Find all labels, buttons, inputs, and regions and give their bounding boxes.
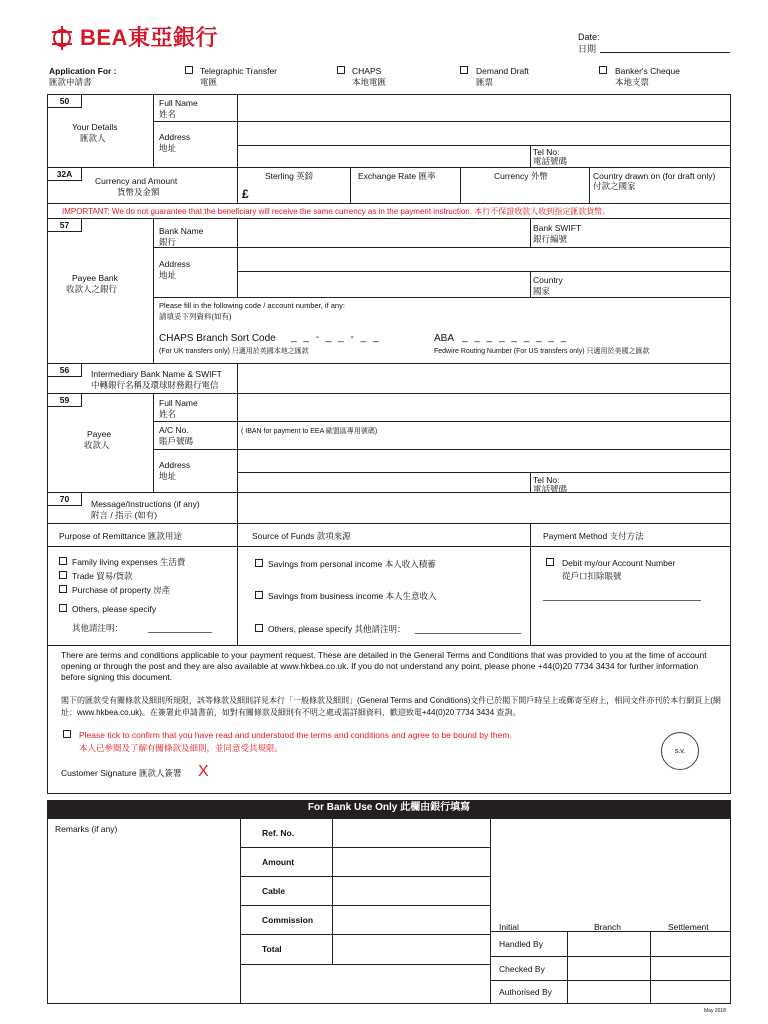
input-sterling[interactable] <box>252 184 348 202</box>
iban-note: ( IBAN for payment to EEA 歐盟區專用號碼) <box>241 428 378 435</box>
source-personal: Savings from personal income 本人收入積蓄 <box>268 559 436 569</box>
label-bank-address: Address <box>159 259 191 269</box>
checkbox-demand-draft[interactable] <box>460 66 468 74</box>
purpose-family: Family living expenses 生活費 <box>72 557 186 567</box>
input-bank-address[interactable] <box>238 248 730 271</box>
grid-row-handled: Handled By <box>499 939 543 949</box>
label-currency: Currency 外幣 <box>494 171 548 181</box>
remarks-label: Remarks (if any) <box>55 824 118 834</box>
label-payee-tel-zh: 電話號碼 <box>533 484 568 494</box>
label-address-zh: 地址 <box>159 143 177 153</box>
intermediary-zh: 中轉銀行名稱及環球財務銀行電信 <box>91 380 219 390</box>
source-others: Others, please specify 其他請注明： <box>268 624 406 634</box>
label-payee-address: Address <box>159 460 191 470</box>
label-bank-name-zh: 銀行 <box>159 237 177 247</box>
section-32a-num: 32A <box>56 169 73 179</box>
checkbox-source-others[interactable] <box>255 624 263 632</box>
label-aba: ABA <box>434 333 455 344</box>
label-fullname: Full Name <box>159 98 198 108</box>
input-exchange[interactable] <box>351 184 459 202</box>
application-label-zh: 匯款申請書 <box>49 77 92 87</box>
sv-label: s.v. <box>674 748 686 755</box>
fill-code-zh: 請填妥下列資料(如有) <box>159 312 232 321</box>
checkbox-trade[interactable] <box>59 571 67 579</box>
label-bank-swift-zh: 銀行編號 <box>533 234 568 244</box>
field-cable: Cable <box>262 886 286 896</box>
option-telegraphic-en: Telegraphic Transfer <box>200 66 278 76</box>
date-label-zh: 日期 <box>578 44 597 54</box>
input-source-other[interactable] <box>415 633 521 634</box>
option-chaps-en: CHAPS <box>352 66 382 76</box>
input-purpose-other[interactable] <box>148 632 212 633</box>
label-payee-name: Full Name <box>159 398 198 408</box>
label-bank-country-zh: 國家 <box>533 286 551 296</box>
input-remitter-name[interactable] <box>238 95 730 120</box>
input-payee-account[interactable] <box>238 422 730 448</box>
bea-logo-icon <box>49 24 75 52</box>
grid-col-initial: Initial <box>499 922 519 932</box>
option-draft-en: Demand Draft <box>476 66 529 76</box>
section-59-num: 59 <box>59 395 70 405</box>
label-tel: Tel No: <box>533 147 560 157</box>
your-details-zh: 匯款人 <box>80 133 106 143</box>
label-payee-tel: Tel No: <box>533 475 560 485</box>
currency-amount-zh: 貨幣及金額 <box>117 187 160 197</box>
terms-en: There are terms and conditions applicable to your payment request. These are detailed in the General Terms and Conditions that was provided to you at the time of account opening or through the post and they are also available at www.hkbea.co.uk. If you do not understand any point, please phone +44(0)20 7734 3434 for further information before signing this document. <box>61 650 707 682</box>
date-label-en: Date: <box>578 32 600 42</box>
label-fullname-zh: 姓名 <box>159 109 177 119</box>
grid-col-settlement: Settlement <box>668 922 709 932</box>
intermediary-en: Intermediary Bank Name & SWIFT <box>91 369 222 379</box>
payee-bank-en: Payee Bank <box>72 273 118 283</box>
label-payee-address-zh: 地址 <box>159 471 177 481</box>
checkbox-chaps[interactable] <box>337 66 345 74</box>
terms-zh: 閣下的匯款受有關條款及細則所規限，該等條款及細則詳見本行「一般條款及細則」(General Terms and Conditions)文件已於閣下開戶時呈上或郵寄至府上，相同文件亦刊於本行網頁上(網址：www.hkbea.co.uk)。在簽署此申請書前，如對有關條款及細則有不明之處或需詳細資料，歡迎致電+44(0)20 7734 3434 查詢。 <box>61 696 721 717</box>
signature-label: Customer Signature 匯款人簽署 <box>61 768 182 778</box>
input-payee-name[interactable] <box>238 394 730 420</box>
payment-method-header: Payment Method 支付方法 <box>543 531 644 541</box>
signature-x[interactable]: X <box>198 763 209 780</box>
input-cable[interactable] <box>333 877 489 905</box>
purpose-others: Others, please specify <box>72 604 157 614</box>
checkbox-confirm-terms[interactable] <box>63 730 71 738</box>
checkbox-purpose-others[interactable] <box>59 604 67 612</box>
input-debit-account[interactable] <box>543 600 701 601</box>
option-cheque-zh: 本地支票 <box>615 77 650 87</box>
input-chaps-sort[interactable]: _ _ - _ _ - _ _ <box>291 332 381 343</box>
message-en: Message/Instructions (if any) <box>91 499 200 509</box>
option-telegraphic-zh: 電匯 <box>200 77 218 87</box>
payee-zh: 收款人 <box>84 440 110 450</box>
input-amount[interactable] <box>333 848 489 876</box>
debit-account-en: Debit my/our Account Number <box>562 558 676 568</box>
input-ref-no[interactable] <box>333 819 489 847</box>
footer-date: May 2018 <box>704 1008 726 1014</box>
grid-row-checked: Checked By <box>499 964 545 974</box>
label-bank-address-zh: 地址 <box>159 270 177 280</box>
label-exchange: Exchange Rate 匯率 <box>358 171 436 181</box>
label-bank-swift: Bank SWIFT <box>533 223 582 233</box>
purpose-other-label: 其他請注明： <box>72 623 124 633</box>
field-ref-no: Ref. No. <box>262 828 295 838</box>
field-total: Total <box>262 944 282 954</box>
input-message[interactable] <box>238 493 730 522</box>
important-notice: IMPORTANT: We do not guarantee that the beneficiary will receive the same currency as in the payment instruction. 本行不保證收款人收到指定匯款貨幣。 <box>62 207 611 216</box>
input-aba[interactable]: _ _ _ _ _ _ _ _ _ <box>462 332 569 343</box>
label-ac-no-zh: 賬戶號碼 <box>159 436 194 446</box>
label-tel-zh: 電話號碼 <box>533 156 568 166</box>
section-70-num: 70 <box>59 494 70 504</box>
option-chaps-zh: 本地電匯 <box>352 77 387 87</box>
input-commission[interactable] <box>333 906 489 934</box>
brand-name: BEA東亞銀行 <box>80 25 218 50</box>
confirm-terms-en: Please tick to confirm that you have read and understood the terms and conditions and agree to be bound by them. <box>79 730 512 740</box>
option-draft-zh: 匯票 <box>476 77 494 87</box>
your-details-en: Your Details <box>72 122 118 132</box>
option-cheque-en: Banker's Cheque <box>615 66 680 76</box>
input-payee-address[interactable] <box>238 450 730 472</box>
input-total[interactable] <box>333 935 489 963</box>
section-57-num: 57 <box>59 220 70 230</box>
aba-note: Fedwire Routing Number (For US transfers only) 只適用於美國之匯款 <box>434 348 650 355</box>
grid-col-branch: Branch <box>594 922 621 932</box>
label-bank-country: Country <box>533 275 563 285</box>
message-zh: 附言 / 指示 (如有) <box>91 510 158 520</box>
section-56-num: 56 <box>59 365 70 375</box>
payee-bank-zh: 收款人之銀行 <box>66 284 118 294</box>
checkbox-debit-account[interactable] <box>546 558 554 566</box>
field-commission: Commission <box>262 915 314 925</box>
checkbox-personal-income[interactable] <box>255 559 263 567</box>
purpose-property: Purchase of property 房產 <box>72 585 171 595</box>
chaps-note: (For UK transfers only) 只適用於英國本地之匯款 <box>159 348 309 355</box>
input-bank-name[interactable] <box>238 219 529 247</box>
label-country-drawn: Country drawn on (for draft only) <box>593 171 716 181</box>
label-payee-name-zh: 姓名 <box>159 409 177 419</box>
checkbox-property[interactable] <box>59 585 67 593</box>
pound-symbol: £ <box>242 187 249 201</box>
grid-row-authorised: Authorised By <box>499 987 552 997</box>
checkbox-telegraphic[interactable] <box>185 66 193 74</box>
source-business: Savings from business income 本人生意收入 <box>268 591 437 601</box>
date-field[interactable] <box>600 52 730 53</box>
label-bank-name: Bank Name <box>159 226 204 236</box>
input-remitter-address[interactable] <box>238 122 730 145</box>
purpose-header: Purpose of Remittance 匯款用途 <box>59 531 182 541</box>
bank-use-title: For Bank Use Only 此欄由銀行填寫 <box>307 802 471 813</box>
checkbox-bankers-cheque[interactable] <box>599 66 607 74</box>
confirm-terms-zh: 本人已參閱及了解有關條款及細則，並同意受其規限。 <box>79 743 284 753</box>
fill-code-en: Please fill in the following code / account number, if any: <box>159 301 345 310</box>
label-country-drawn-zh: 付款之國家 <box>593 181 636 191</box>
label-chaps-sort: CHAPS Branch Sort Code <box>159 333 276 344</box>
input-currency[interactable] <box>461 184 588 202</box>
checkbox-business-income[interactable] <box>255 591 263 599</box>
source-header: Source of Funds 款項來源 <box>252 531 351 541</box>
label-address: Address <box>159 132 191 142</box>
currency-amount-en: Currency and Amount <box>95 176 178 186</box>
section-50-num: 50 <box>59 96 70 106</box>
application-label-en: Application For : <box>49 66 117 76</box>
input-intermediary[interactable] <box>238 364 730 392</box>
debit-account-zh: 從戶口扣除賬號 <box>562 571 622 581</box>
purpose-trade: Trade 貿易/貨款 <box>72 571 133 581</box>
payee-en: Payee <box>87 429 112 439</box>
label-ac-no: A/C No. <box>159 425 189 435</box>
field-amount: Amount <box>262 857 295 867</box>
checkbox-family[interactable] <box>59 557 67 565</box>
label-sterling: Sterling 英鎊 <box>265 171 314 181</box>
